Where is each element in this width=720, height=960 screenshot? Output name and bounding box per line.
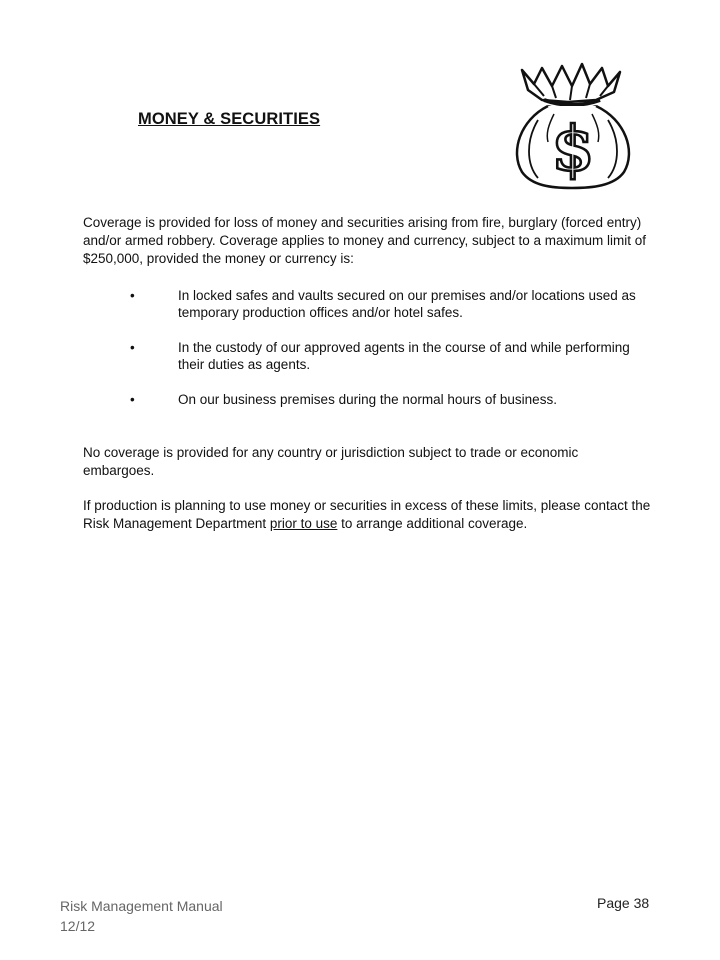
excess-text-start: If production is planning to use money or securities in excess of these limits, please contact the Risk Management Department — [83, 498, 651, 531]
dollar-symbol: $ — [551, 112, 595, 185]
list-item — [83, 339, 653, 373]
list-item-text: In locked safes and vaults secured on our premises and/or locations used as temporary production offices and/or hotel safes. — [178, 288, 636, 320]
page-number: Page 38 — [597, 895, 650, 911]
bullet-icon: • — [130, 340, 135, 355]
money-bag-icon — [508, 60, 638, 190]
bullet-icon: • — [130, 392, 135, 407]
footer-manual-name: Risk Management Manual — [60, 898, 223, 914]
coverage-conditions-list — [83, 287, 653, 426]
intro-paragraph: Coverage is provided for loss of money and securities arising from fire, burglary (forced entry) and/or armed robbery. Coverage applies to money and currency, subject to a maximum limit of $250,000, provided the money or currency is: — [83, 215, 647, 266]
page-title: MONEY & SECURITIES — [138, 110, 321, 128]
list-item-text: In the custody of our approved agents in the course of and while performing their duties as agents. — [178, 340, 630, 372]
prior-to-use-emphasis: prior to use — [269, 516, 338, 531]
footer-date: 12/12 — [60, 918, 96, 934]
excess-text-end: to arrange additional coverage. — [337, 516, 528, 531]
list-item — [83, 391, 653, 408]
footer-manual-info — [60, 896, 223, 936]
list-item — [83, 287, 653, 321]
excess-limit-paragraph — [83, 497, 653, 533]
bullet-icon: • — [130, 288, 135, 303]
embargo-paragraph: No coverage is provided for any country or jurisdiction subject to trade or economic embargoes. — [83, 445, 579, 478]
list-item-text: On our business premises during the normal hours of business. — [178, 392, 557, 407]
